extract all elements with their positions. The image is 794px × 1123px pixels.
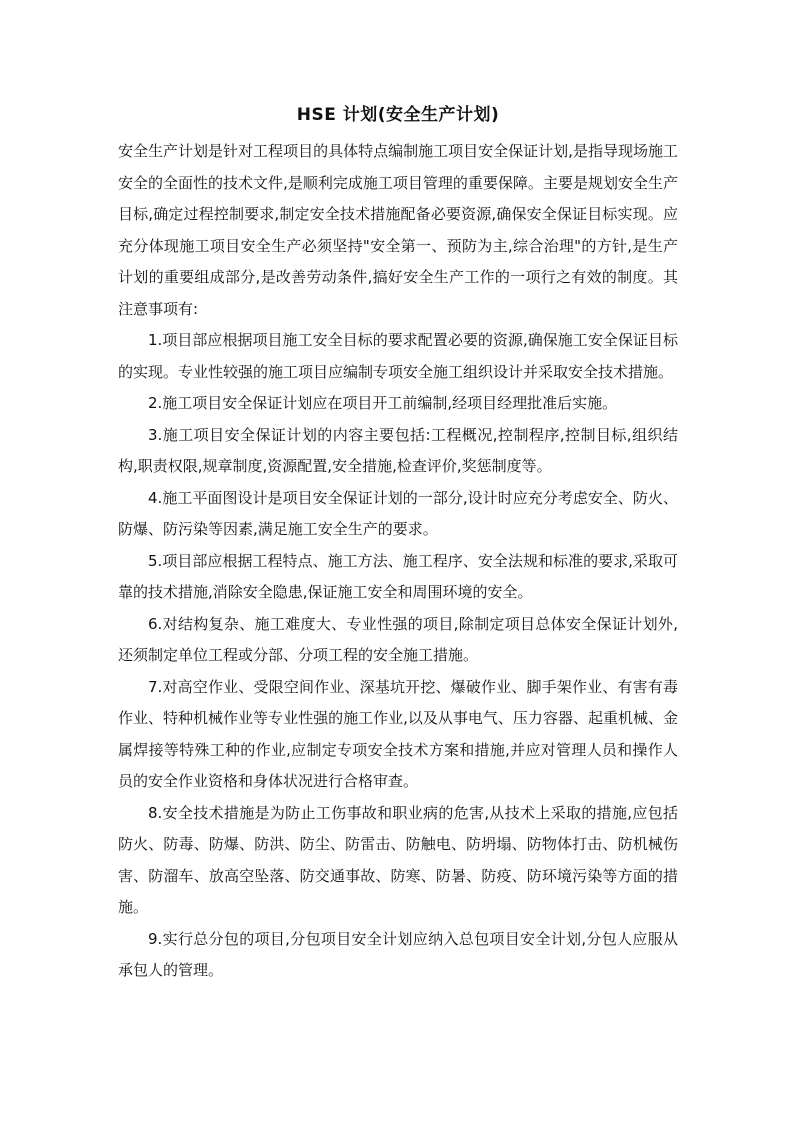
- list-item: 4.施工平面图设计是项目安全保证计划的一部分,设计时应充分考虑安全、防火、防爆、防污染等因素,满足施工安全生产的要求。: [118, 488, 678, 538]
- list-item: 7.对高空作业、受限空间作业、深基坑开挖、爆破作业、脚手架作业、有害有毒作业、特种机械作业等专业性强的施工作业,以及从事电气、压力容器、起重机械、金属焊接等特殊工种的作业,应制定专项安全技术方案和措施,并应对管理人员和操作人员的安全作业资格和身体状况进行合格审查。: [118, 677, 678, 790]
- list-item: 2.施工项目安全保证计划应在项目开工前编制,经项目经理批准后实施。: [148, 394, 618, 412]
- document-page: [118, 100, 678, 987]
- list-item: 8.安全技术措施是为防止工伤事故和职业病的危害,从技术上采取的措施,应包括防火、防毒、防爆、防洪、防尘、防雷击、防触电、防坍塌、防物体打击、防机械伤害、防溜车、放高空坠落、防交通事故、防寒、防暑、防疫、防环境污染等方面的措施。: [118, 803, 678, 916]
- list-item: 1.项目部应根据项目施工安全目标的要求配置必要的资源,确保施工安全保证目标的实现。专业性较强的施工项目应编制专项安全施工组织设计并采取安全技术措施。: [118, 331, 678, 381]
- list-item: 9.实行总分包的项目,分包项目安全计划应纳入总包项目安全计划,分包人应服从承包人的管理。: [118, 929, 678, 979]
- list-item: 3.施工项目安全保证计划的内容主要包括:工程概况,控制程序,控制目标,组织结构,职责权限,规章制度,资源配置,安全措施,检查评价,奖惩制度等。: [118, 425, 678, 475]
- intro-paragraph: 安全生产计划是针对工程项目的具体特点编制施工项目安全保证计划,是指导现场施工安全的全面性的技术文件,是顺利完成施工项目管理的重要保障。主要是规划安全生产目标,确定过程控制要求,制定安全技术措施配备必要资源,确保安全保证目标实现。应充分体现施工项目安全生产必须坚持"安全第一、预防为主,综合治理"的方针,是生产计划的重要组成部分,是改善劳动条件,搞好安全生产工作的一项行之有效的制度。其注意事项有:: [118, 142, 678, 318]
- list-item: 6.对结构复杂、施工难度大、专业性强的项目,除制定项目总体安全保证计划外,还须制定单位工程或分部、分项工程的安全施工措施。: [118, 614, 678, 664]
- document-title: HSE 计划(安全生产计划): [296, 105, 500, 125]
- list-item: 5.项目部应根据工程特点、施工方法、施工程序、安全法规和标准的要求,采取可靠的技术措施,消除安全隐患,保证施工安全和周围环境的安全。: [118, 551, 678, 601]
